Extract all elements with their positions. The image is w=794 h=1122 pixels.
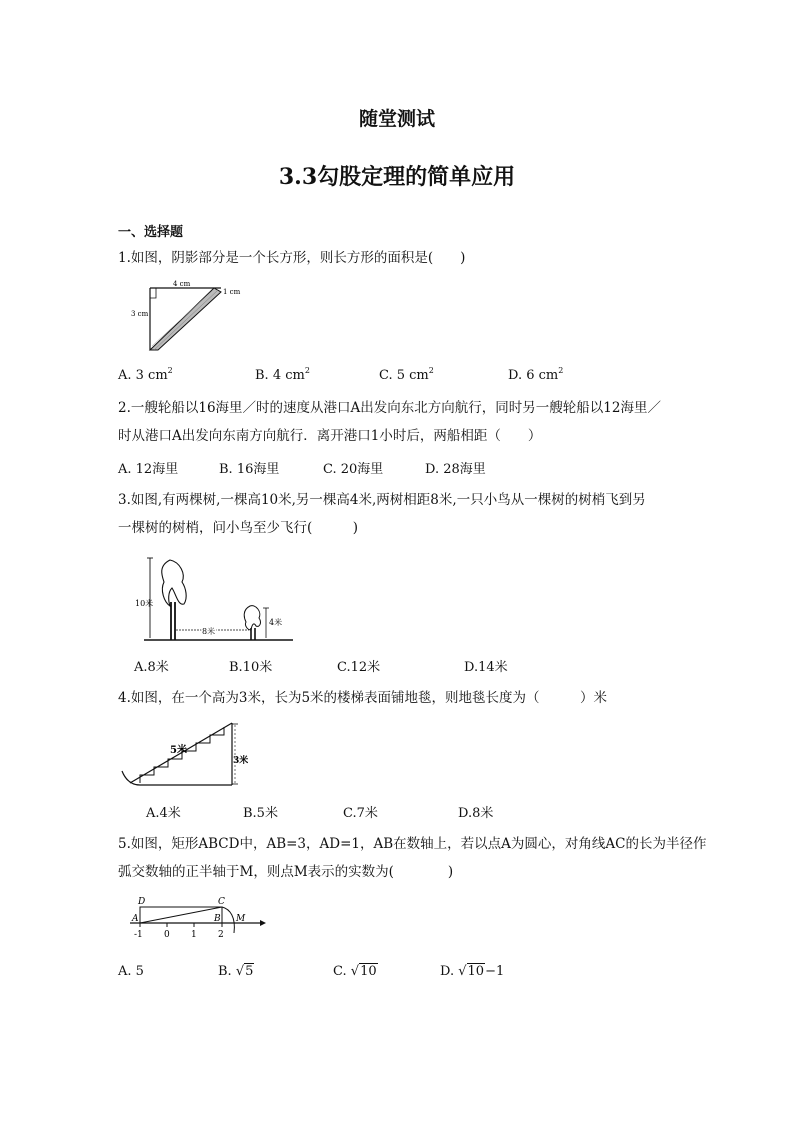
q4-slope-label: 5米 bbox=[170, 745, 187, 756]
q1-side-label: 3 cm bbox=[131, 310, 149, 318]
q2-option-b[interactable]: B. 16海里 bbox=[219, 462, 280, 477]
page-title: 3.3勾股定理的简单应用 bbox=[278, 164, 516, 190]
q2-option-a[interactable]: A. 12海里 bbox=[118, 462, 179, 477]
q5-point-c: C bbox=[218, 897, 225, 907]
q4-height-label: 3米 bbox=[233, 756, 248, 766]
q5-tick-1: 1 bbox=[191, 930, 197, 940]
q5-tick-minus-1: -1 bbox=[134, 930, 143, 940]
question-4-figure bbox=[118, 715, 248, 790]
q5-option-b[interactable]: B. √5 bbox=[218, 964, 254, 979]
q5-option-c[interactable]: C. √10 bbox=[333, 964, 377, 979]
q5-sqrt-5: √5 bbox=[235, 964, 254, 979]
q4-option-a[interactable]: A.4米 bbox=[146, 806, 181, 821]
question-2-line-2: 时从港口A出发向东南方向航行．离开港口1小时后，两船相距（ ） bbox=[118, 428, 542, 444]
section-heading: 一、选择题 bbox=[118, 225, 184, 240]
q5-point-b: B bbox=[214, 914, 221, 924]
question-1-figure bbox=[128, 280, 248, 355]
q1-option-d[interactable]: D. 6 $cm^2$ bbox=[508, 366, 564, 383]
q3-option-c[interactable]: C.12米 bbox=[337, 660, 381, 675]
q1-option-a[interactable]: A. 3 $cm^2$ bbox=[118, 366, 173, 383]
q3-short-label: 4米 bbox=[269, 618, 283, 627]
question-5-line-2: 弧交数轴的正半轴于M，则点M表示的实数为( ) bbox=[118, 864, 454, 880]
q4-option-c[interactable]: C.7米 bbox=[343, 806, 378, 821]
question-3-line-1: 3.如图,有两棵树,一棵高10米,另一棵高4米,两树相距8米,一只小鸟从一棵树的树梢飞到另 bbox=[118, 492, 646, 508]
q2-option-c[interactable]: C. 20海里 bbox=[323, 462, 384, 477]
q5-tick-2: 2 bbox=[218, 930, 224, 940]
q4-option-b[interactable]: B.5米 bbox=[243, 806, 278, 821]
question-1-text: 1.如图，阴影部分是一个长方形，则长方形的面积是( ) bbox=[118, 250, 466, 266]
question-2-line-1: 2.一艘轮船以16海里／时的速度从港口A出发向东北方向航行，同时另一艘轮船以12海里／ bbox=[118, 400, 661, 416]
q5-point-d: D bbox=[138, 897, 146, 907]
q5-tick-0: 0 bbox=[164, 930, 170, 940]
question-5-line-1: 5.如图，矩形ABCD中，AB=3，AD=1，AB在数轴上，若以点A为圆心，对角线AC的长为半径作 bbox=[118, 836, 707, 852]
q5-point-m: M bbox=[236, 914, 246, 924]
question-4-text: 4.如图，在一个高为3米，长为5米的楼梯表面铺地毯，则地毯长度为（ ）米 bbox=[118, 690, 608, 706]
page-heading: 随堂测试 bbox=[358, 108, 435, 130]
q5-sqrt-10: √10 bbox=[350, 964, 377, 979]
q5-sqrt-10-minus-1: √10 bbox=[458, 964, 485, 979]
q3-option-a[interactable]: A.8米 bbox=[134, 660, 169, 675]
q1-option-b[interactable]: B. 4 $cm^2$ bbox=[255, 366, 310, 383]
q5-option-a[interactable]: A. 5 bbox=[118, 964, 144, 979]
q3-option-b[interactable]: B.10米 bbox=[229, 660, 273, 675]
q5-point-a: A bbox=[132, 914, 139, 924]
q1-corner-label: 1 cm bbox=[223, 288, 241, 296]
q3-tall-label: 10米 bbox=[135, 599, 154, 608]
q4-option-d[interactable]: D.8米 bbox=[458, 806, 494, 821]
q1-option-c[interactable]: C. 5 $cm^2$ bbox=[379, 366, 434, 383]
q3-distance-label: 8米 bbox=[202, 627, 216, 636]
q3-option-d[interactable]: D.14米 bbox=[464, 660, 508, 675]
q5-option-d[interactable]: D. √10−1 bbox=[440, 964, 505, 979]
question-3-figure bbox=[128, 552, 298, 647]
q2-option-d[interactable]: D. 28海里 bbox=[425, 462, 486, 477]
question-5-figure bbox=[126, 893, 266, 943]
question-3-line-2: 一棵树的树梢，问小鸟至少飞行( ) bbox=[118, 520, 359, 536]
q1-top-label: 4 cm bbox=[173, 280, 191, 288]
